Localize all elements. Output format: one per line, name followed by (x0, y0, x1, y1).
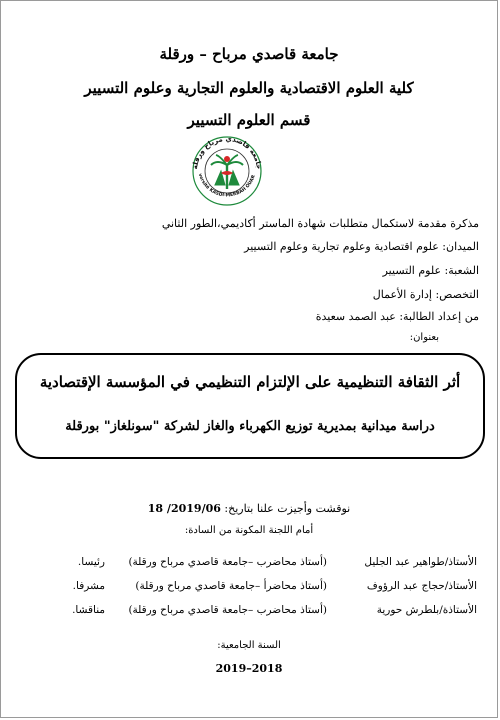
department-name: قسم العلوم التسيير (187, 111, 311, 129)
jury-caption: أمام اللجنة المكونة من السادة: (184, 525, 314, 536)
defense-label: نوقشت وأجيزت علنا بتاريخ: (224, 502, 351, 515)
field-line: الميدان: علوم اقتصادية وعلوم تجارية وعلوم التسيير (244, 240, 479, 253)
jury-row (1, 604, 497, 622)
university-logo-icon (187, 129, 267, 209)
jury-member-role: مشرفا. (72, 580, 105, 592)
jury-member-rank: (أستاذ محاضرب –جامعة قاصدي مرباح ورقلة) (128, 556, 327, 568)
logo-ring-text-arabic: جامعة قاصدي مرباح ورقلة (191, 134, 264, 170)
jury-member-role: رئيسا. (77, 556, 105, 568)
academic-year-label: السنة الجامعية: (217, 640, 281, 651)
specialty-line: التخصص: إدارة الأعمال (372, 288, 479, 301)
defense-date-line (1, 502, 497, 515)
jury-member-rank: (أستاذ محاضرب –جامعة قاصدي مرباح ورقلة) (128, 604, 327, 616)
memo-description: مذكرة مقدمة لاستكمال متطلبات شهادة الماستر أكاديمي،الطور الثاني (161, 217, 479, 230)
thesis-title-box (15, 353, 485, 459)
thesis-title: أثر الثقافة التنظيمية على الإلتزام التنظيمي في المؤسسة الإقتصادية (39, 373, 461, 391)
jury-member-rank: (أستاذ محاضرأ –جامعة قاصدي مرباح ورقلة) (135, 580, 327, 592)
jury-row (1, 556, 497, 574)
jury-member-name: الأستاذ/طواهير عبد الجليل (364, 556, 477, 568)
jury-member-role: مناقشا. (72, 604, 105, 616)
academic-year: 2019–2018 (215, 662, 283, 675)
jury-member-name: الأستاذة/بلطرش حورية (376, 604, 477, 616)
title-label: بعنوان: (409, 332, 439, 343)
faculty-name: كلية العلوم الاقتصادية والعلوم التجارية وعلوم التسيير (84, 79, 414, 97)
university-name: جامعة قاصدي مرباح – ورقلة (159, 45, 339, 63)
student-line: من إعداد الطالبة: عبد الصمد سعيدة (315, 310, 479, 323)
thesis-subtitle: دراسة ميدانية بمديرية توزيع الكهرباء والغاز لشركة "سونلغاز" بورقلة (65, 419, 435, 434)
defense-date: 2019/06/ 18 (147, 502, 221, 515)
logo-ring-text-latin: versité KASDI-MERBAH OUAR (196, 173, 257, 199)
branch-line: الشعبة: علوم التسيير (382, 264, 479, 277)
jury-member-name: الأستاذ/حجاج عبد الرؤوف (366, 580, 477, 592)
jury-row (1, 580, 497, 598)
